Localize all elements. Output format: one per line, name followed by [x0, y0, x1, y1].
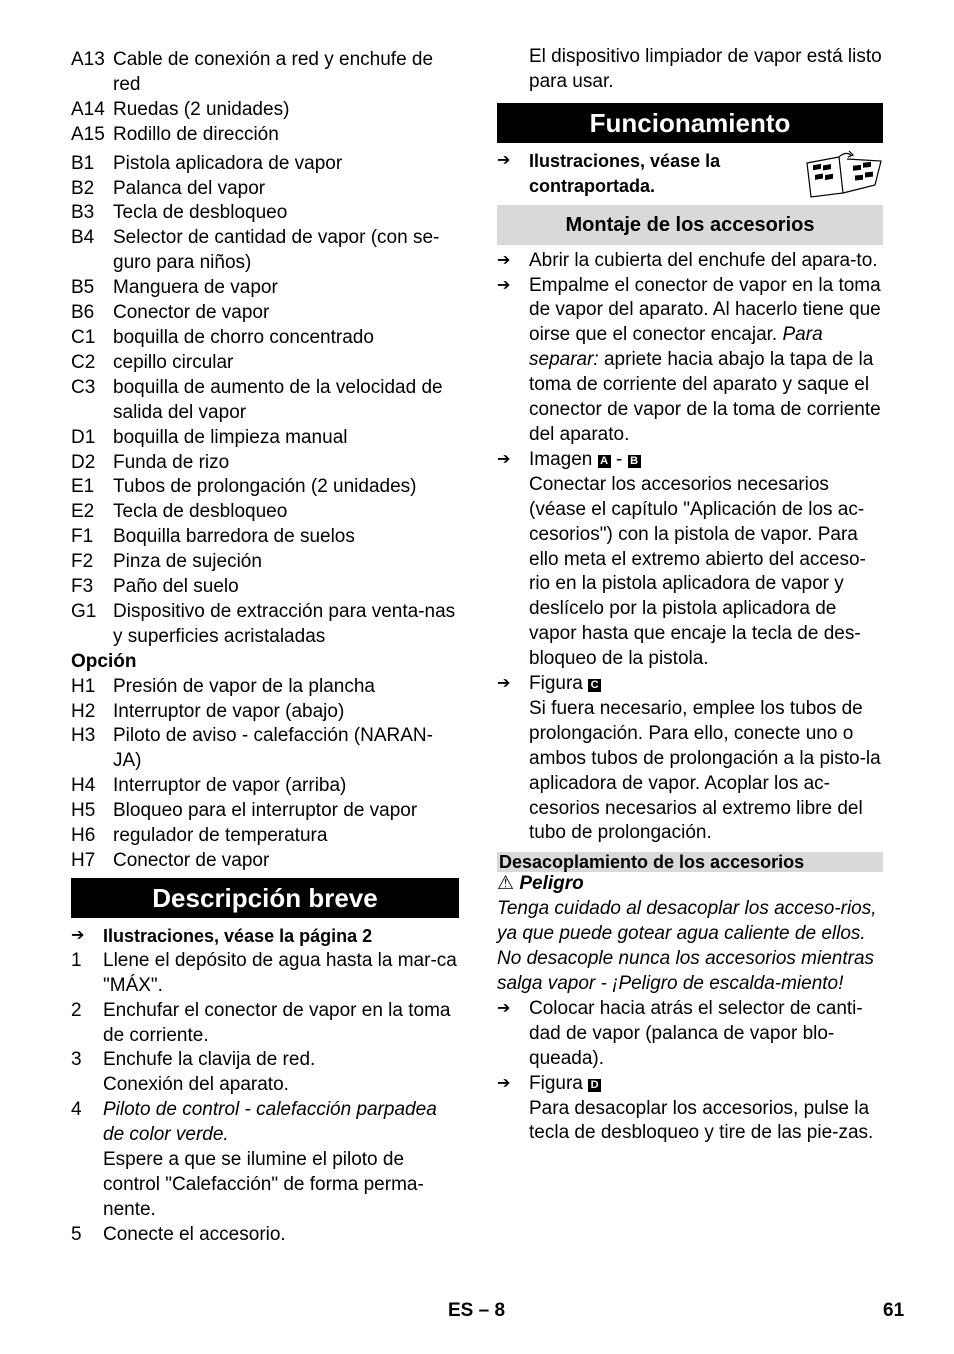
item-text: Pistola aplicadora de vapor	[113, 152, 343, 174]
item-code: A14	[71, 98, 105, 120]
item-code: F2	[71, 551, 94, 573]
item-code: B5	[71, 277, 95, 299]
step-item	[71, 1098, 459, 1223]
item-text: Boquilla barredora de suelos	[113, 526, 355, 548]
parts-list	[71, 48, 459, 650]
step-text: Llene el depósito de agua hasta la mar-ca "MÁX".	[103, 949, 457, 996]
step-number: 4	[71, 1099, 82, 1121]
list-item	[71, 451, 459, 476]
list-item	[71, 700, 459, 725]
list-item	[71, 500, 459, 525]
item-code: F3	[71, 576, 94, 598]
item-text: Interruptor de vapor (arriba)	[113, 775, 347, 797]
funcionamiento-heading: Funcionamiento	[497, 103, 883, 143]
step-item	[71, 949, 459, 999]
list-item	[71, 201, 459, 226]
item-code: H1	[71, 675, 96, 697]
footer-section: ES – 8	[448, 1300, 506, 1321]
option-label: Opción	[71, 650, 137, 672]
item-code: B3	[71, 202, 95, 224]
item-code: H6	[71, 825, 96, 847]
list-item	[71, 276, 459, 301]
page-number: 61	[883, 1300, 905, 1321]
desacople-heading: Desacoplamiento de los accesorios	[497, 852, 883, 872]
item-code: B4	[71, 227, 95, 249]
list-item	[71, 849, 459, 874]
montaje-step-1: ➔ Abrir la cubierta del enchufe del apara-to.	[497, 249, 883, 274]
item-text: Tubos de prolongación (2 unidades)	[113, 476, 417, 498]
list-item	[71, 575, 459, 600]
peligro-label: ⚠ Peligro	[497, 873, 584, 895]
item-code: H5	[71, 800, 96, 822]
item-text: boquilla de chorro concentrado	[113, 326, 374, 348]
list-item	[71, 475, 459, 500]
item-text: boquilla de limpieza manual	[113, 426, 348, 448]
figura-c-step: ➔ Figura C Si fuera necesario, emplee los tubos de prolongación. Para ello, conecte uno o ambos tubos de prolongación a la pisto-la aplicadora de vapor. Acoplar los ac-cesorios necesarios al extremo libre del tubo de prolongación.	[497, 672, 883, 846]
step-number: 3	[71, 1049, 82, 1071]
arrow-right-icon: ➔	[497, 151, 511, 169]
item-code: C1	[71, 326, 96, 348]
item-code: B2	[71, 177, 95, 199]
item-text: Conector de vapor	[113, 302, 270, 324]
item-text: Palanca del vapor	[113, 177, 266, 199]
item-code: H2	[71, 700, 96, 722]
item-code: E1	[71, 476, 95, 498]
item-text: Piloto de aviso - calefacción (NARAN-JA)	[113, 725, 433, 772]
item-text: Manguera de vapor	[113, 277, 278, 299]
step-text: Enchufar el conector de vapor en la toma de corriente.	[103, 999, 451, 1046]
list-item	[71, 376, 459, 426]
item-text: Conector de vapor	[113, 850, 270, 871]
list-item	[71, 351, 459, 376]
list-item	[71, 326, 459, 351]
item-code: H7	[71, 850, 96, 871]
descripcion-steps	[71, 949, 459, 1248]
step-number: 1	[71, 949, 82, 971]
item-code: G1	[71, 600, 97, 622]
item-code: A13	[71, 49, 105, 70]
list-item	[71, 152, 459, 177]
imagen-step: ➔ Imagen A - B Conectar los accesorios necesarios (véase el capítulo "Aplicación de los ac-cesorios") con la pistola de vapor. Para ello meta el extremo abierto del acceso-rio en la pistola aplicadora de vapor y deslícelo por la pistola aplicadora de vapor hasta que encaje la tecla de des-bloqueo de la pistola.	[497, 448, 883, 672]
item-text: Pinza de sujeción	[113, 551, 262, 573]
descripcion-ref: ➔ Ilustraciones, véase la página 2	[71, 924, 459, 949]
list-item	[71, 550, 459, 575]
arrow-right-icon: ➔	[71, 926, 85, 944]
item-text: cepillo circular	[113, 351, 234, 373]
list-item	[71, 177, 459, 202]
item-code: H4	[71, 775, 96, 797]
item-text: Selector de cantidad de vapor (con se-guro para niños)	[113, 227, 440, 274]
item-text: regulador de temperatura	[113, 825, 328, 847]
descripcion-heading: Descripción breve	[71, 878, 459, 918]
figure-a-badge: A	[598, 455, 611, 468]
item-text: Tecla de desbloqueo	[113, 501, 288, 523]
item-text: Presión de vapor de la plancha	[113, 675, 375, 697]
arrow-right-icon: ➔	[497, 251, 511, 269]
item-code: D2	[71, 451, 96, 473]
item-text: Cable de conexión a red y enchufe de red	[113, 49, 434, 95]
figure-c-badge: C	[588, 679, 601, 692]
list-item	[71, 525, 459, 550]
item-code: E2	[71, 501, 95, 523]
step-text: Piloto de control - calefacción parpadea de color verde.	[103, 1099, 437, 1146]
item-text: boquilla de aumento de la velocidad de salida del vapor	[113, 376, 443, 423]
left-column	[71, 48, 459, 1248]
item-code: C3	[71, 376, 96, 398]
warning-icon: ⚠	[497, 873, 515, 895]
item-text: Paño del suelo	[113, 576, 239, 598]
step-extra: Espere a que se ilumine el piloto de control "Calefacción" de forma perma-nente.	[103, 1149, 424, 1220]
figure-d-badge: D	[588, 1079, 601, 1092]
figura-d-step: ➔ Figura D Para desacoplar los accesorios, pulse la tecla de desbloqueo y tire de las pie-zas.	[497, 1072, 883, 1147]
figure-b-badge: B	[628, 455, 641, 468]
montaje-step-2: ➔ Empalme el conector de vapor en la toma de vapor del aparato. Al hacerlo tiene que oirse que el conector encajar. Para separar: apriete hacia abajo la tapa de la toma de corriente del aparato y saque el conector de vapor de la toma de corriente del aparato.	[497, 274, 883, 448]
step-text: Enchufe la clavija de red.	[103, 1049, 316, 1071]
list-item	[71, 675, 459, 700]
book-icon	[803, 149, 883, 199]
desacople-step-1: ➔ Colocar hacia atrás el selector de canti-dad de vapor (palanca de vapor blo-queada).	[497, 997, 883, 1072]
step-number: 2	[71, 999, 82, 1021]
item-text: Funda de rizo	[113, 451, 230, 473]
item-code: F1	[71, 526, 94, 548]
item-code: B1	[71, 152, 95, 174]
right-column	[497, 45, 883, 1146]
list-item	[71, 426, 459, 451]
item-code: B6	[71, 302, 95, 324]
list-item	[71, 824, 459, 849]
list-item	[71, 226, 459, 276]
step-item	[71, 999, 459, 1049]
step-number: 5	[71, 1223, 82, 1245]
list-item	[71, 301, 459, 326]
montaje-heading: Montaje de los accesorios	[497, 205, 883, 245]
list-item	[71, 600, 459, 650]
arrow-right-icon: ➔	[497, 450, 511, 468]
item-text: Dispositivo de extracción para venta-nas y superficies acristaladas	[113, 600, 456, 647]
funcionamiento-ref: ➔ Ilustraciones, véase la contraportada.	[497, 149, 767, 199]
list-item	[71, 98, 459, 123]
item-text: Interruptor de vapor (abajo)	[113, 700, 345, 722]
step-text: Conecte el accesorio.	[103, 1223, 286, 1245]
arrow-right-icon: ➔	[497, 276, 511, 294]
list-item	[71, 48, 459, 98]
item-text: Ruedas (2 unidades)	[113, 98, 290, 120]
list-item	[71, 123, 459, 148]
step-item	[71, 1048, 459, 1098]
list-item	[71, 724, 459, 774]
arrow-right-icon: ➔	[497, 675, 511, 693]
peligro-text: Tenga cuidado al desacoplar los acceso-rios, ya que puede gotear agua caliente de ellos. No desacople nunca los accesorios mientras salga vapor - ¡Peligro de escalda-miento!	[497, 898, 877, 994]
list-item	[71, 799, 459, 824]
item-text: Tecla de desbloqueo	[113, 202, 288, 224]
item-code: H3	[71, 725, 96, 747]
arrow-right-icon: ➔	[497, 1074, 511, 1092]
step-extra: Conexión del aparato.	[103, 1074, 289, 1096]
option-list	[71, 675, 459, 874]
item-text: Rodillo de dirección	[113, 123, 279, 145]
item-text: Bloqueo para el interruptor de vapor	[113, 800, 418, 822]
step-item	[71, 1223, 459, 1248]
item-code: A15	[71, 123, 105, 145]
item-code: D1	[71, 426, 96, 448]
item-code: C2	[71, 351, 96, 373]
ready-text: El dispositivo limpiador de vapor está listo para usar.	[529, 46, 882, 92]
arrow-right-icon: ➔	[497, 999, 511, 1017]
list-item	[71, 774, 459, 799]
